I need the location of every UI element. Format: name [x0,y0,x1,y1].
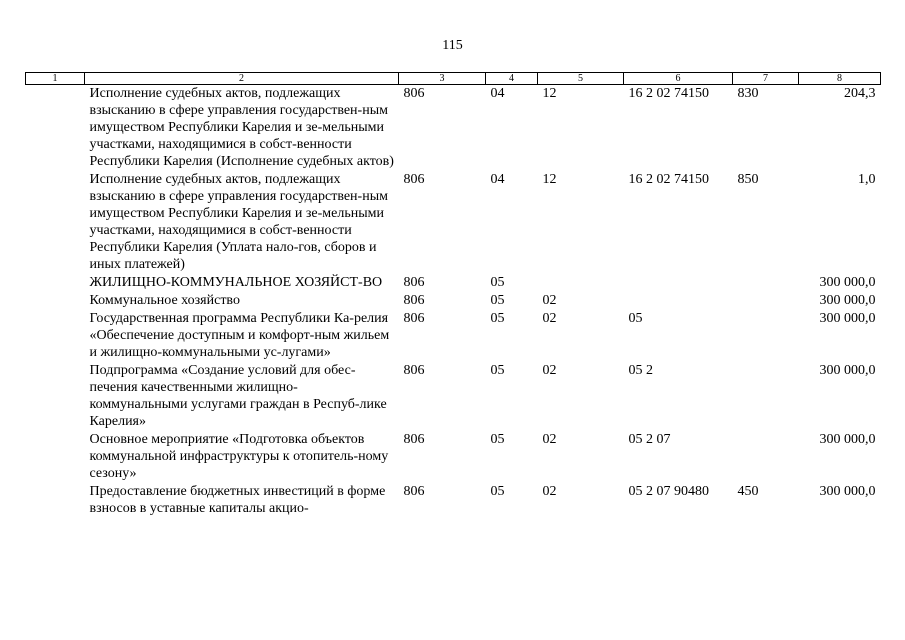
cell-subsection-code: 02 [542,432,557,447]
cell-subsection-code: 02 [542,293,557,308]
cell-amount: 300 000,0 [819,311,876,326]
column-number: 4 [486,73,538,85]
cell-department-code: 806 [403,432,425,447]
cell-amount: 300 000,0 [819,432,876,447]
table-row [26,85,881,172]
table-row [26,171,881,274]
cell-item-name: Предоставление бюджетных инвестиций в форме взносов в уставные капиталы акцио- [89,484,386,516]
cell-section-code: 04 [490,86,505,101]
cell-department-code: 806 [403,172,425,187]
cell-department-code: 806 [403,484,425,499]
cell-subsection-code: 02 [542,484,557,499]
table-row [26,483,881,518]
cell-expense-type [733,310,799,362]
table-row [26,362,881,431]
table-row [26,431,881,483]
page-number: 115 [442,38,463,53]
cell-department-code: 806 [403,363,425,378]
cell-target-article: 05 2 [628,363,653,378]
cell-target-article [624,292,733,310]
cell-expense-type [733,362,799,431]
cell-amount: 300 000,0 [819,484,876,499]
cell-expense-type [733,292,799,310]
cell-target-article: 16 2 02 74150 [628,172,709,187]
table-row [26,310,881,362]
cell-target-article: 05 [628,311,643,326]
cell-empty [26,292,85,310]
cell-expense-type: 850 [737,172,759,187]
cell-expense-type: 830 [737,86,759,101]
column-number: 7 [733,73,799,85]
cell-section-code: 05 [490,293,505,308]
cell-section-code: 05 [490,432,505,447]
cell-empty [26,85,85,172]
cell-empty [26,171,85,274]
column-number: 6 [624,73,733,85]
cell-target-article: 16 2 02 74150 [628,86,709,101]
cell-department-code: 806 [403,275,425,290]
cell-item-name: Основное мероприятие «Подготовка объектов коммунальной инфраструктуры к отопитель-ному сезону» [89,432,389,481]
cell-section-code: 05 [490,275,505,290]
cell-subsection-code: 12 [542,172,557,187]
cell-department-code: 806 [403,311,425,326]
cell-item-name: Государственная программа Республики Ка-релия «Обеспечение доступным и комфорт-ным жильем и жилищно-коммунальными ус-лугами» [89,311,390,360]
cell-expense-type [733,274,799,292]
cell-subsection-code [538,274,624,292]
cell-subsection-code: 02 [542,363,557,378]
column-number: 3 [399,73,486,85]
cell-target-article: 05 2 07 90480 [628,484,709,499]
cell-section-code: 05 [490,363,505,378]
cell-empty [26,483,85,518]
cell-section-code: 05 [490,311,505,326]
table-row [26,274,881,292]
cell-item-name: Коммунальное хозяйство [89,293,240,308]
column-number: 5 [538,73,624,85]
cell-department-code: 806 [403,293,425,308]
cell-target-article [624,274,733,292]
cell-item-name: Подпрограмма «Создание условий для обес-печения качественными жилищно-коммунальными услугами граждан в Респуб-лике Карелия» [89,363,387,429]
cell-amount: 300 000,0 [819,363,876,378]
cell-amount: 204,3 [844,86,876,101]
budget-table [25,72,881,518]
cell-subsection-code: 12 [542,86,557,101]
cell-item-name: ЖИЛИЩНО-КОММУНАЛЬНОЕ ХОЗЯЙСТ-ВО [89,275,383,290]
cell-subsection-code: 02 [542,311,557,326]
column-number: 1 [26,73,85,85]
cell-amount: 1,0 [858,172,876,187]
cell-department-code: 806 [403,86,425,101]
cell-empty [26,431,85,483]
cell-target-article: 05 2 07 [628,432,671,447]
column-number: 2 [85,73,399,85]
cell-amount: 300 000,0 [819,293,876,308]
column-number-row [26,73,881,85]
column-number: 8 [799,73,881,85]
cell-section-code: 05 [490,484,505,499]
cell-expense-type: 450 [737,484,759,499]
cell-item-name: Исполнение судебных актов, подлежащих взысканию в сфере управления государствен-ным имуществом Республики Карелия и зе-мельными участками, находящимися в собст-венности Республики Карелия (Уплата нало-гов, сборов и иных платежей) [89,172,388,272]
cell-item-name: Исполнение судебных актов, подлежащих взысканию в сфере управления государствен-ным имуществом Республики Карелия и зе-мельными участками, находящимися в собст-венности Республики Карелия (Исполнение судебных актов) [89,86,394,169]
table-row [26,292,881,310]
cell-section-code: 04 [490,172,505,187]
cell-amount: 300 000,0 [819,275,876,290]
cell-expense-type [733,431,799,483]
budget-table-container [25,72,880,518]
cell-empty [26,362,85,431]
cell-empty [26,310,85,362]
cell-empty [26,274,85,292]
